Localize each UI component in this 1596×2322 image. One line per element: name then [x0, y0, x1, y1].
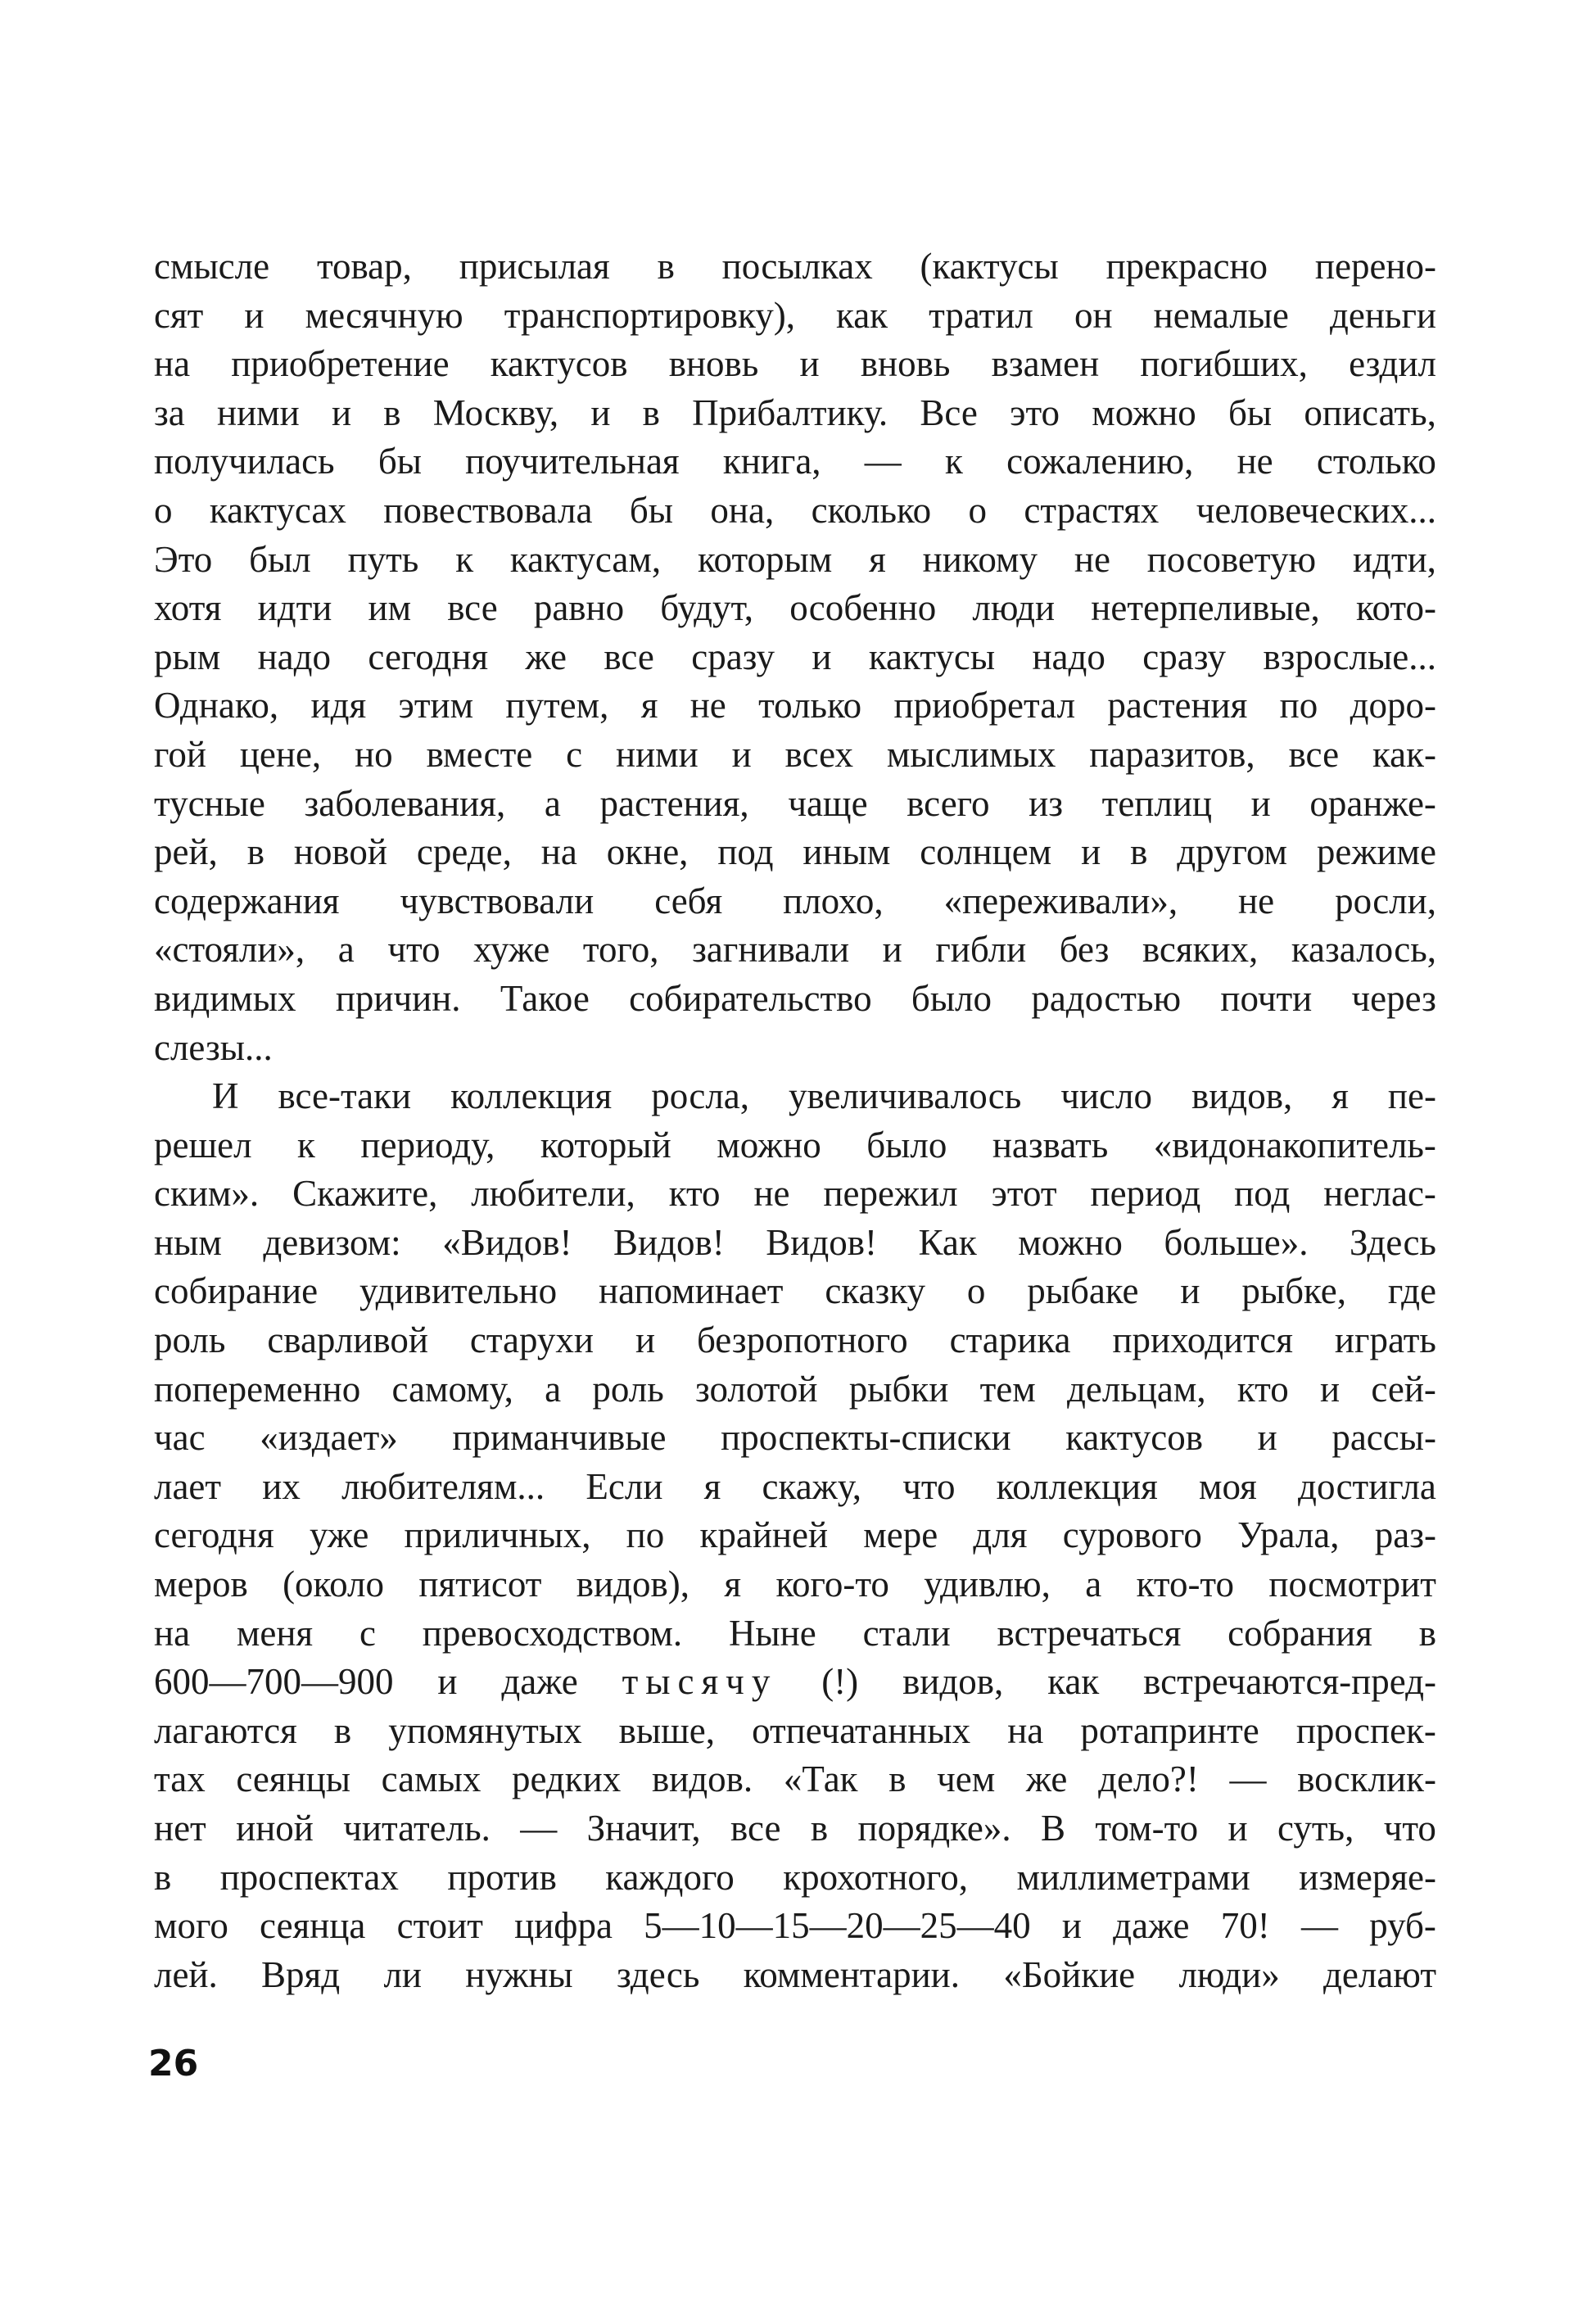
text-line: видимых причин. Такое собирательство было радостью почти через	[154, 977, 1436, 1019]
text-line: сегодня уже приличных, по крайней мере для сурового Урала, раз-	[154, 1514, 1436, 1556]
text-line: ным девизом: «Видов! Видов! Видов! Как можно больше». Здесь	[154, 1221, 1436, 1263]
text-line: сят и месячную транспортировку), как тратил он немалые деньги	[154, 294, 1436, 336]
text-line: хотя идти им все равно будут, особенно люди нетерпеливые, кото-	[154, 587, 1436, 629]
text-line: лей. Вряд ли нужны здесь комментарии. «Бойкие люди» делают	[154, 1953, 1436, 1995]
text-line: «стояли», а что хуже того, загнивали и гибли без всяких, казалось,	[154, 929, 1436, 971]
text-line: мого сеянца стоит цифра 5—10—15—20—25—40 и даже 70! — руб-	[154, 1905, 1436, 1947]
text-line: получилась бы поучительная книга, — к сожалению, не столько	[154, 441, 1436, 482]
text-line: роль сварливой старухи и безропотного старика приходится играть	[154, 1319, 1436, 1361]
text-line: лает их любителям... Если я скажу, что коллекция моя достигла	[154, 1465, 1436, 1507]
text-line: на меня с превосходством. Ныне стали встречаться собрания в	[154, 1612, 1436, 1654]
text-line: 600—700—900 и даже тысячу (!) видов, как встречаются-пред-	[154, 1661, 1436, 1703]
text-line: час «издает» приманчивые проспекты-списки кактусов и рассы-	[154, 1417, 1436, 1459]
text-line: в проспектах против каждого крохотного, миллиметрами измеряе-	[154, 1856, 1436, 1898]
text-line: рей, в новой среде, на окне, под иным солнцем и в другом режиме	[154, 831, 1436, 873]
text-line: Это был путь к кактусам, которым я никому не посоветую идти,	[154, 538, 1436, 580]
text-line: смысле товар, присылая в посылках (кактусы прекрасно перено-	[154, 246, 1436, 287]
body-text	[154, 242, 1436, 1999]
text-line: тусные заболевания, а растения, чаще всего из теплиц и оранже-	[154, 782, 1436, 824]
text-line: решел к периоду, который можно было назвать «видонакопитель-	[154, 1124, 1436, 1166]
text-line: гой цене, но вместе с ними и всех мыслимых паразитов, все как-	[154, 733, 1436, 775]
text-line: лагаются в упомянутых выше, отпечатанных на ротапринте проспек-	[154, 1709, 1436, 1751]
text-line: о кактусах повествовала бы она, сколько о страстях человеческих...	[154, 489, 1436, 531]
text-line: И все-таки коллекция росла, увеличивалось число видов, я пе-	[212, 1075, 1436, 1117]
text-line: содержания чувствовали себя плохо, «переживали», не росли,	[154, 880, 1436, 921]
page-number: 26	[148, 2043, 199, 2084]
text-line: за ними и в Москву, и в Прибалтику. Все это можно бы описать,	[154, 392, 1436, 433]
text-line: на приобретение кактусов вновь и вновь взамен погибших, ездил	[154, 343, 1436, 385]
text-line: слезы...	[154, 1026, 273, 1068]
text-line: рым надо сегодня же все сразу и кактусы надо сразу взрослые...	[154, 636, 1436, 677]
text-line: тах сеянцы самых редких видов. «Так в чем же дело?! — восклик-	[154, 1758, 1436, 1800]
text-line: попеременно самому, а роль золотой рыбки тем дельцам, кто и сей-	[154, 1368, 1436, 1410]
text-line: меров (около пятисот видов), я кого-то удивлю, а кто-то посмотрит	[154, 1564, 1436, 1605]
text-line: собирание удивительно напоминает сказку о рыбаке и рыбке, где	[154, 1270, 1436, 1312]
text-line: нет иной читатель. — Значит, все в порядке». В том-то и суть, что	[154, 1808, 1436, 1849]
text-line: Однако, идя этим путем, я не только приобретал растения по доро-	[154, 685, 1436, 726]
text-line: ским». Скажите, любители, кто не пережил этот период под неглас-	[154, 1173, 1436, 1215]
